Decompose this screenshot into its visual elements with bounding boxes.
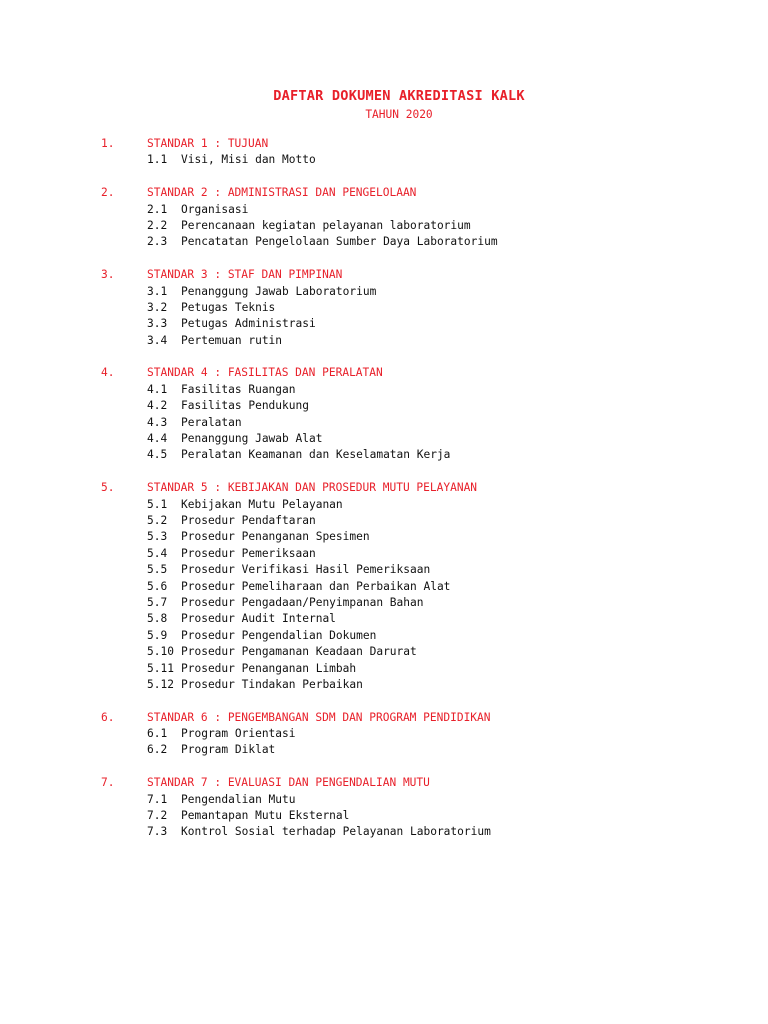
item-text: Program Orientasi bbox=[181, 727, 296, 741]
item-text: Visi, Misi dan Motto bbox=[181, 153, 316, 167]
section-heading bbox=[101, 136, 721, 152]
standard-section bbox=[101, 710, 721, 759]
item-number: 4.4 bbox=[147, 432, 168, 446]
item-number: 4.3 bbox=[147, 415, 168, 429]
item-number: 5.10 bbox=[147, 645, 174, 659]
section-title: STANDAR 7 : EVALUASI DAN PENGENDALIAN MUTU bbox=[147, 776, 430, 790]
section-number: 1. bbox=[101, 137, 115, 150]
item-text: Prosedur Pendaftaran bbox=[181, 513, 316, 527]
document-title: DAFTAR DOKUMEN AKREDITASI KALK bbox=[273, 88, 525, 104]
item-number: 3.3 bbox=[147, 317, 168, 331]
list-item bbox=[101, 808, 721, 824]
list-item bbox=[101, 300, 721, 316]
list-item bbox=[101, 742, 721, 758]
list-item bbox=[101, 595, 721, 611]
list-item bbox=[101, 415, 721, 431]
item-text: Prosedur Pemeliharaan dan Perbaikan Alat bbox=[181, 579, 451, 593]
item-text: Prosedur Pemeriksaan bbox=[181, 546, 316, 560]
list-item bbox=[101, 513, 721, 529]
item-text: Prosedur Tindakan Perbaikan bbox=[181, 677, 363, 691]
standard-list bbox=[101, 136, 721, 857]
item-text: Prosedur Penanganan Limbah bbox=[181, 661, 357, 675]
item-text: Prosedur Verifikasi Hasil Pemeriksaan bbox=[181, 563, 431, 577]
section-heading bbox=[101, 480, 721, 496]
item-number: 5.3 bbox=[147, 530, 168, 544]
list-item bbox=[101, 644, 721, 660]
section-heading bbox=[101, 185, 721, 201]
item-text: Peralatan Keamanan dan Keselamatan Kerja bbox=[181, 448, 451, 462]
section-title: STANDAR 5 : KEBIJAKAN DAN PROSEDUR MUTU PELAYANAN bbox=[147, 481, 478, 495]
list-item bbox=[101, 316, 721, 332]
standard-section bbox=[101, 365, 721, 463]
item-number: 7.1 bbox=[147, 792, 168, 806]
item-number: 1.1 bbox=[147, 153, 168, 167]
item-text: Pencatatan Pengelolaan Sumber Daya Laboratorium bbox=[181, 235, 498, 249]
list-item bbox=[101, 529, 721, 545]
item-text: Fasilitas Ruangan bbox=[181, 382, 296, 396]
section-title: STANDAR 6 : PENGEMBANGAN SDM DAN PROGRAM PENDIDIKAN bbox=[147, 710, 491, 724]
standard-section bbox=[101, 480, 721, 693]
list-item bbox=[101, 628, 721, 644]
item-text: Prosedur Audit Internal bbox=[181, 612, 336, 626]
list-item bbox=[101, 234, 721, 250]
standard-section bbox=[101, 267, 721, 349]
section-heading bbox=[101, 775, 721, 791]
section-number: 3. bbox=[101, 268, 115, 282]
section-heading bbox=[101, 365, 721, 381]
item-number: 5.11 bbox=[147, 661, 174, 675]
list-item bbox=[101, 726, 721, 742]
section-title: STANDAR 3 : STAF DAN PIMPINAN bbox=[147, 268, 343, 282]
item-text: Fasilitas Pendukung bbox=[181, 399, 309, 413]
item-text: Petugas Teknis bbox=[181, 300, 276, 314]
list-item bbox=[101, 677, 721, 693]
section-number: 2. bbox=[101, 186, 115, 200]
section-number: 7. bbox=[101, 776, 115, 790]
item-number: 5.4 bbox=[147, 546, 168, 560]
item-number: 5.6 bbox=[147, 579, 168, 593]
item-text: Pertemuan rutin bbox=[181, 333, 283, 347]
item-text: Kebijakan Mutu Pelayanan bbox=[181, 497, 343, 511]
standard-section bbox=[101, 136, 721, 169]
item-number: 2.2 bbox=[147, 218, 168, 232]
list-item bbox=[101, 382, 721, 398]
list-item bbox=[101, 497, 721, 513]
item-text: Prosedur Pengendalian Dokumen bbox=[181, 628, 377, 642]
item-number: 5.9 bbox=[147, 628, 168, 642]
section-title: STANDAR 1 : TUJUAN bbox=[147, 137, 269, 150]
list-item bbox=[101, 792, 721, 808]
item-text: Petugas Administrasi bbox=[181, 317, 316, 331]
section-heading bbox=[101, 267, 721, 283]
item-text: Kontrol Sosial terhadap Pelayanan Laboratorium bbox=[181, 825, 491, 839]
item-number: 5.12 bbox=[147, 677, 174, 691]
list-item bbox=[101, 562, 721, 578]
item-number: 3.2 bbox=[147, 300, 168, 314]
item-number: 5.2 bbox=[147, 513, 168, 527]
item-number: 5.5 bbox=[147, 563, 168, 577]
item-number: 2.3 bbox=[147, 235, 168, 249]
item-text: Pengendalian Mutu bbox=[181, 792, 296, 806]
list-item bbox=[101, 202, 721, 218]
item-number: 3.1 bbox=[147, 284, 168, 298]
item-number: 7.2 bbox=[147, 809, 168, 823]
list-item bbox=[101, 579, 721, 595]
item-text: Perencanaan kegiatan pelayanan laboratorium bbox=[181, 218, 471, 232]
item-text: Penanggung Jawab Laboratorium bbox=[181, 284, 377, 298]
item-number: 4.1 bbox=[147, 382, 168, 396]
item-text: Organisasi bbox=[181, 202, 249, 216]
item-number: 4.2 bbox=[147, 399, 168, 413]
list-item bbox=[101, 431, 721, 447]
section-number: 6. bbox=[101, 710, 115, 724]
section-number: 5. bbox=[101, 481, 115, 495]
section-title: STANDAR 2 : ADMINISTRASI DAN PENGELOLAAN bbox=[147, 186, 417, 200]
item-number: 7.3 bbox=[147, 825, 168, 839]
section-number: 4. bbox=[101, 366, 115, 380]
document-subtitle: TAHUN 2020 bbox=[365, 108, 433, 121]
list-item bbox=[101, 824, 721, 840]
section-heading bbox=[101, 710, 721, 726]
list-item bbox=[101, 611, 721, 627]
item-number: 6.2 bbox=[147, 743, 168, 757]
item-text: Peralatan bbox=[181, 415, 242, 429]
item-number: 5.1 bbox=[147, 497, 168, 511]
item-text: Program Diklat bbox=[181, 743, 276, 757]
standard-section bbox=[101, 185, 721, 251]
list-item bbox=[101, 152, 721, 168]
list-item bbox=[101, 333, 721, 349]
item-number: 5.8 bbox=[147, 612, 168, 626]
list-item bbox=[101, 447, 721, 463]
item-text: Prosedur Penanganan Spesimen bbox=[181, 530, 370, 544]
item-text: Pemantapan Mutu Eksternal bbox=[181, 809, 350, 823]
list-item bbox=[101, 546, 721, 562]
list-item bbox=[101, 398, 721, 414]
item-number: 6.1 bbox=[147, 727, 168, 741]
item-text: Prosedur Pengadaan/Penyimpanan Bahan bbox=[181, 595, 424, 609]
standard-section bbox=[101, 775, 721, 841]
item-number: 2.1 bbox=[147, 202, 168, 216]
item-text: Prosedur Pengamanan Keadaan Darurat bbox=[181, 645, 417, 659]
list-item bbox=[101, 284, 721, 300]
section-title: STANDAR 4 : FASILITAS DAN PERALATAN bbox=[147, 366, 383, 380]
list-item bbox=[101, 218, 721, 234]
item-number: 3.4 bbox=[147, 333, 168, 347]
item-text: Penanggung Jawab Alat bbox=[181, 432, 323, 446]
item-number: 5.7 bbox=[147, 595, 168, 609]
list-item bbox=[101, 661, 721, 677]
item-number: 4.5 bbox=[147, 448, 168, 462]
